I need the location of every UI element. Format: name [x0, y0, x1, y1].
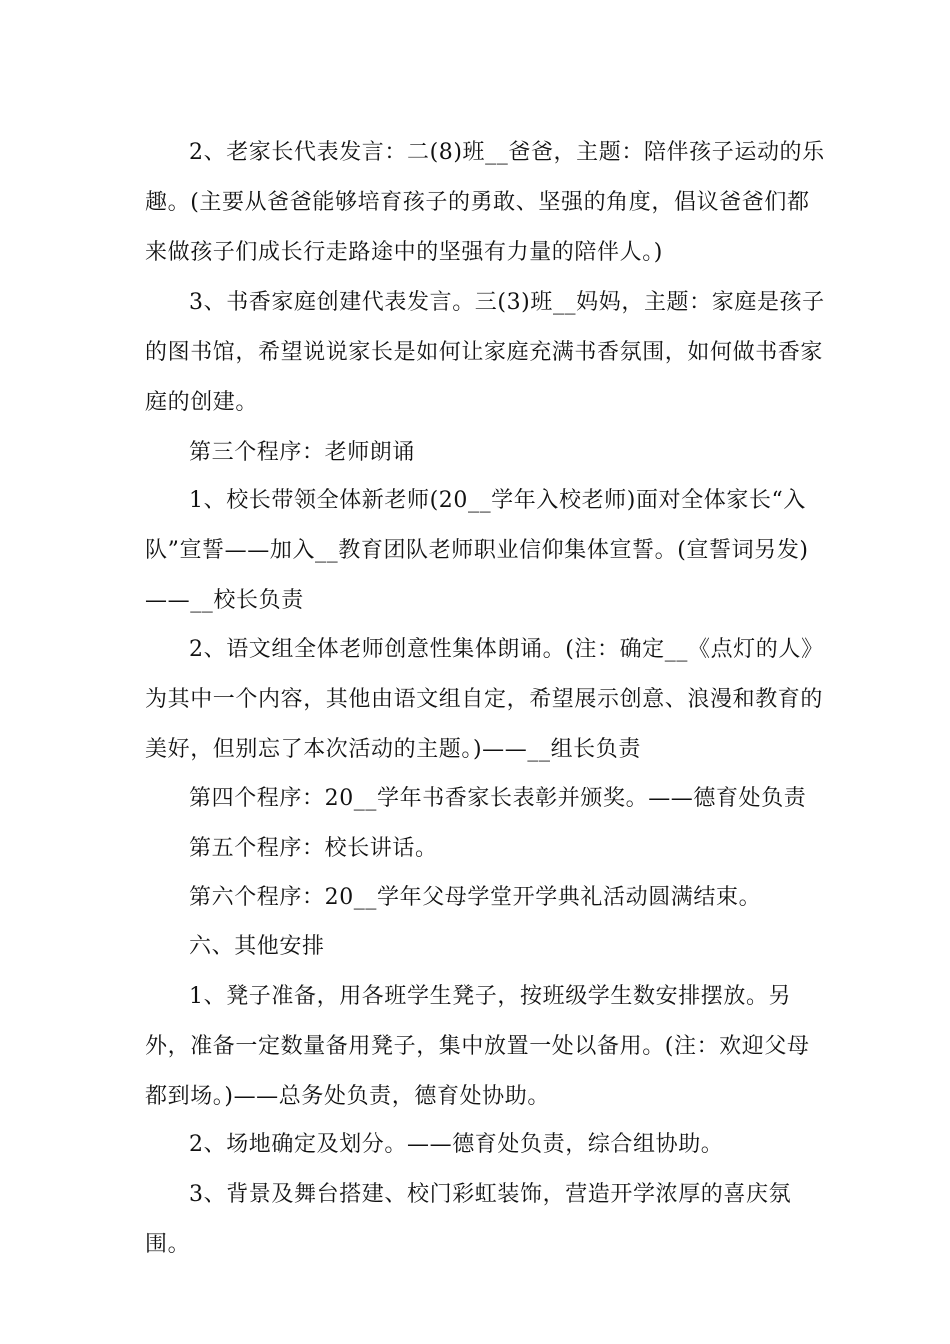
section-heading-program-5: 第五个程序：校长讲话。: [189, 836, 438, 861]
paragraph-group-recital: 2、语文组全体老师创意性集体朗诵。(注：确定__《点灯的人》为其中一个内容，其他由语文组自定，希望展示创意、浪漫和教育的美好，但别忘了本次活动的主题。)——__组长负责: [145, 637, 824, 762]
paragraph-venue: 2、场地确定及划分。——德育处负责，综合组协助。: [189, 1132, 724, 1157]
paragraph-stage: 3、背景及舞台搭建、校门彩虹装饰，营造开学浓厚的喜庆氛围。: [145, 1182, 792, 1257]
paragraph-parent-speech: 2、老家长代表发言：二(8)班__爸爸，主题：陪伴孩子运动的乐趣。(主要从爸爸能够培育孩子的勇敢、坚强的角度，倡议爸爸们都来做孩子们成长行走路途中的坚强有力量的陪伴人。): [145, 140, 825, 265]
section-heading-other-arrangements: 六、其他安排: [189, 934, 325, 959]
paragraph-family-speech: 3、书香家庭创建代表发言。三(3)班__妈妈，主题：家庭是孩子的图书馆，希望说说家长是如何让家庭充满书香氛围，如何做书香家庭的创建。: [145, 290, 825, 415]
section-heading-program-6: 第六个程序：20__学年父母学堂开学典礼活动圆满结束。: [189, 885, 762, 910]
paragraph-teacher-oath: 1、校长带领全体新老师(20__学年入校老师)面对全体家长“入队”宣誓——加入__教育团队老师职业信仰集体宣誓。(宣誓词另发)——__校长负责: [145, 488, 809, 613]
section-heading-program-3: 第三个程序：老师朗诵: [189, 440, 416, 465]
section-heading-program-4: 第四个程序：20__学年书香家长表彰并颁奖。——德育处负责: [189, 786, 807, 811]
paragraph-stools: 1、凳子准备，用各班学生凳子，按班级学生数安排摆放。另外，准备一定数量备用凳子，集中放置一处以备用。(注：欢迎父母都到场。)——总务处负责，德育处协助。: [145, 984, 810, 1109]
